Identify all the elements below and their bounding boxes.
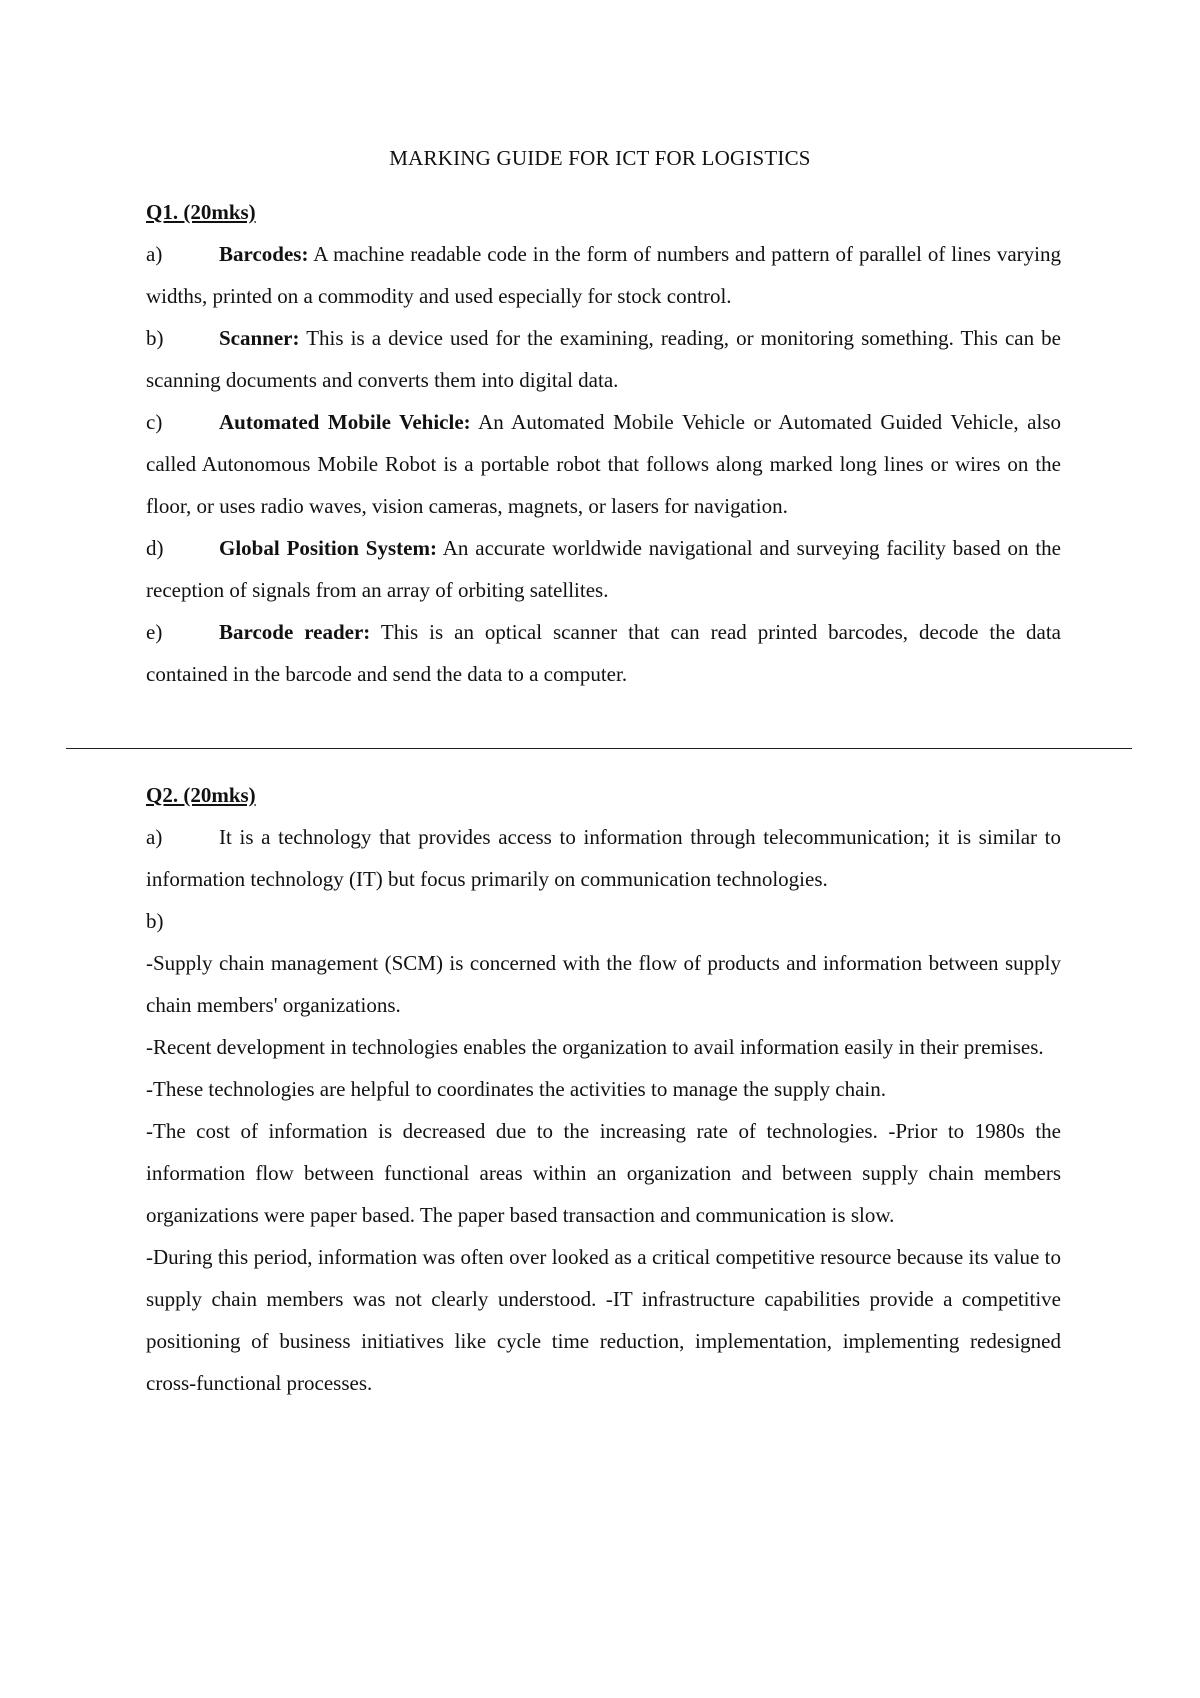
item-term: Barcode reader: xyxy=(219,620,371,644)
item-term: Global Position System: xyxy=(219,536,437,560)
item-letter: b) xyxy=(146,326,164,350)
answer-point: -During this period, information was often over looked as a critical competitive resource because its value to supply chain members was not clearly understood. -IT infrastructure capabilities provide a competitive positioning of business initiatives like cycle time reduction, implementation, implementing redesigned cross-functional processes. xyxy=(146,1245,1061,1395)
question-1-heading: Q1. (20mks) xyxy=(146,200,256,224)
question-2-section xyxy=(146,774,1061,1404)
item-letter: c) xyxy=(146,410,163,434)
item-letter: a) xyxy=(146,825,163,849)
item-letter: d) xyxy=(146,536,164,560)
document-title: MARKING GUIDE FOR ICT FOR LOGISTICS xyxy=(389,146,811,170)
item-letter: a) xyxy=(146,242,163,266)
answer-item-e xyxy=(146,611,1061,695)
answer-item-b xyxy=(146,317,1061,401)
answer-point: -The cost of information is decreased due to the increasing rate of technologies. -Prior to 1980s the information flow between functional areas within an organization and between supply chain members organizations were paper based. The paper based transaction and communication is slow. xyxy=(146,1119,1061,1227)
question-2-heading: Q2. (20mks) xyxy=(146,783,256,807)
item-definition: This is a device used for the examining, reading, or monitoring something. This can be scanning documents and converts them into digital data. xyxy=(146,326,1061,392)
section-divider xyxy=(66,748,1132,749)
answer-item-c xyxy=(146,401,1061,527)
answer-item-d xyxy=(146,527,1061,611)
answer-item-b xyxy=(146,900,1061,942)
answer-point: -These technologies are helpful to coordinates the activities to manage the supply chain. xyxy=(146,1077,887,1101)
answer-point: -Supply chain management (SCM) is concerned with the flow of products and information between supply chain members' organizations. xyxy=(146,951,1061,1017)
item-letter: b) xyxy=(146,909,164,933)
question-1-section xyxy=(146,191,1061,695)
item-definition: It is a technology that provides access to information through telecommunication; it is similar to information technology (IT) but focus primarily on communication technologies. xyxy=(146,825,1061,891)
item-definition: An accurate worldwide navigational and surveying facility based on the reception of signals from an array of orbiting satellites. xyxy=(146,536,1061,602)
item-definition: A machine readable code in the form of numbers and pattern of parallel of lines varying widths, printed on a commodity and used especially for stock control. xyxy=(146,242,1061,308)
item-term: Scanner: xyxy=(219,326,300,350)
answer-point: -Recent development in technologies enables the organization to avail information easily in their premises. xyxy=(146,1035,1044,1059)
answer-item-a xyxy=(146,233,1061,317)
item-term: Automated Mobile Vehicle: xyxy=(219,410,471,434)
item-definition: This is an optical scanner that can read printed barcodes, decode the data contained in the barcode and send the data to a computer. xyxy=(146,620,1061,686)
item-definition: An Automated Mobile Vehicle or Automated Guided Vehicle, also called Autonomous Mobile Robot is a portable robot that follows along marked long lines or wires on the floor, or uses radio waves, vision cameras, magnets, or lasers for navigation. xyxy=(146,410,1061,518)
item-letter: e) xyxy=(146,620,163,644)
answer-item-a xyxy=(146,816,1061,900)
item-term: Barcodes: xyxy=(219,242,309,266)
